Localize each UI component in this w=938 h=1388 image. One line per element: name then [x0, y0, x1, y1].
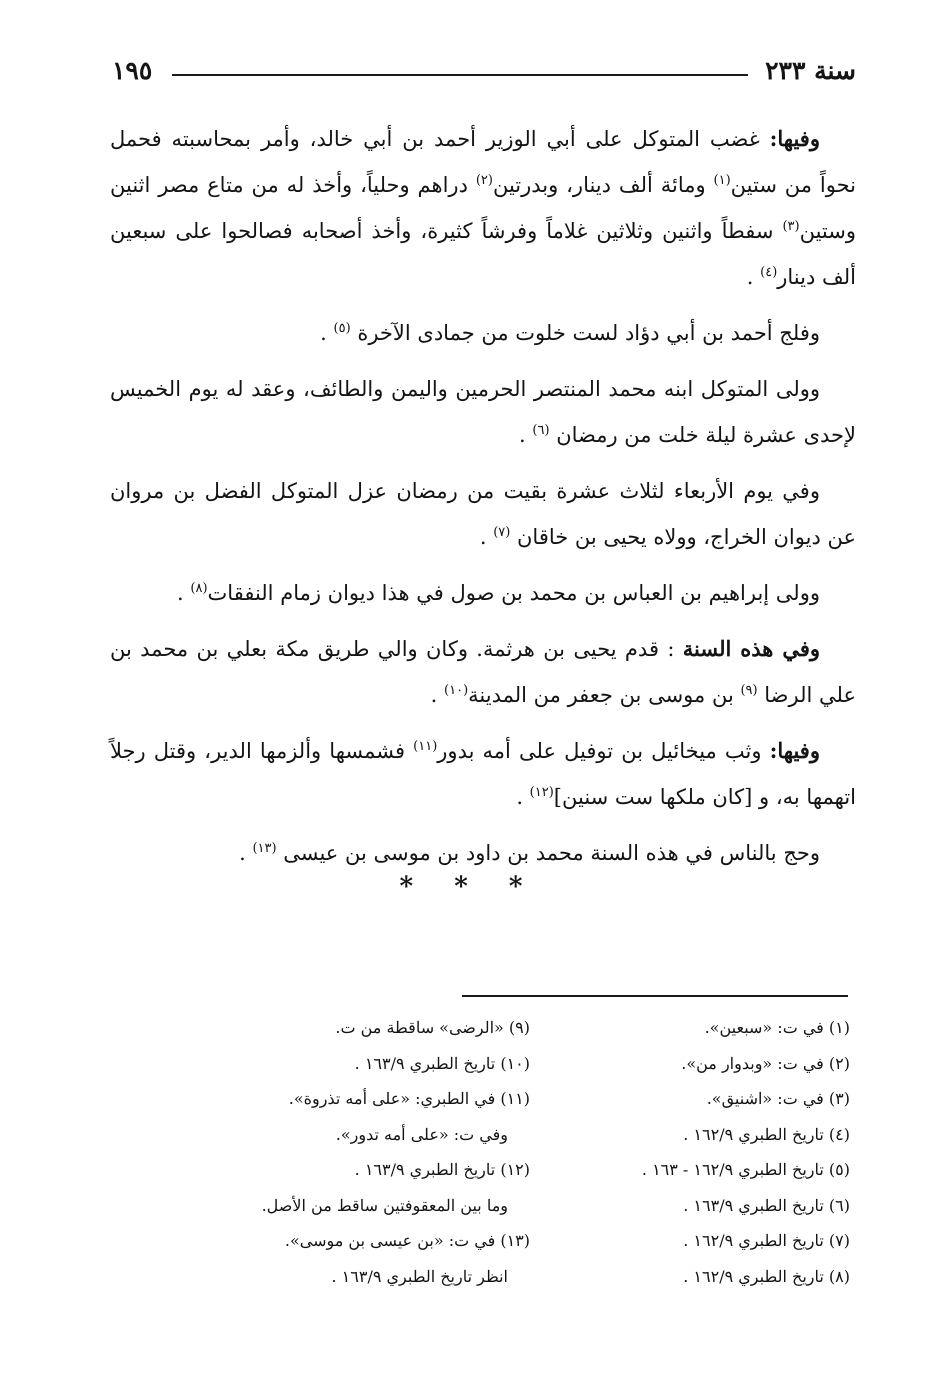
footnote-11: (١١) في الطبري: «على أمه تذروة». [288, 1089, 530, 1108]
paragraph-lead: وفيها: [769, 738, 820, 763]
paragraph-1 [110, 116, 856, 300]
footnote-ref: (١) [713, 173, 731, 188]
paragraph-text: . [516, 785, 530, 809]
paragraph-text: وثب ميخائيل بن توفيل على أمه بدور [437, 739, 770, 763]
paragraph-4 [110, 468, 856, 560]
footnote-13: (١٣) في ت: «بن عيسى بن موسى». [284, 1231, 530, 1250]
footnote-1: (١) في ت: «سبعين». [704, 1018, 850, 1037]
paragraph-text: وفي يوم الأربعاء لثلاث عشرة بقيت من رمضان عزل المتوكل الفضل بن مروان عن ديوان الخراج، وولاه يحيى بن خاقان [110, 479, 856, 549]
footnote-8: (٨) تاريخ الطبري ١٦٢/٩ . [683, 1266, 850, 1286]
footnote-6: (٦) تاريخ الطبري ١٦٣/٩ . [683, 1195, 850, 1215]
page-number: ١٩٥ [112, 56, 153, 85]
footnote-ref: (٧) [493, 525, 511, 540]
footnotes-column-right [540, 1010, 850, 1294]
paragraph-6 [110, 626, 856, 718]
footnote-ref: (٤) [760, 265, 778, 280]
footnote-13-continuation: انظر تاريخ الطبري ١٦٣/٩ . [331, 1266, 508, 1286]
footnote-ref: (٨) [190, 581, 208, 596]
footnote-ref: (١٢) [529, 785, 554, 800]
paragraph-lead: وفي هذه السنة [682, 636, 821, 661]
footnote-ref: (٩) [740, 683, 758, 698]
footnote-2: (٢) في ت: «وبدوار من». [681, 1053, 850, 1073]
paragraph-2 [110, 310, 856, 356]
paragraph-text: ومائة ألف دينار، وبدرتين [492, 173, 714, 197]
paragraph-text: . [320, 321, 334, 345]
footnote-ref: (٣) [782, 219, 800, 234]
paragraph-text: بن موسى بن جعفر من المدينة [468, 683, 741, 707]
paragraph-text: وولى إبراهيم بن العباس بن محمد بن صول في هذا ديوان زمام النفقات [207, 581, 820, 605]
footnote-ref: (١٣) [252, 841, 277, 856]
footnote-rule [462, 995, 848, 997]
footnote-4: (٤) تاريخ الطبري ١٦٢/٩ . [683, 1124, 850, 1144]
paragraph-text: . [479, 525, 494, 549]
paragraph-text: غضب المتوكل على أبي الوزير أحمد بن أبي خالد، وأمر بمحاسبته فحمل نحواً من ستين [110, 127, 856, 197]
paragraph-text: . [177, 581, 191, 605]
paragraph-text: : قدم يحيى بن هرثمة. وكان والي طريق مكة بعلي بن محمد بن علي الرضا [110, 637, 856, 707]
footnote-3: (٣) في ت: «اشنيق». [706, 1089, 850, 1108]
footnote-ref: (١١) [413, 739, 438, 754]
paragraph-text: وفلج أحمد بن أبي دؤاد لست خلوت من جمادى الآخرة [350, 321, 820, 345]
running-header [112, 54, 856, 94]
paragraph-3 [110, 366, 856, 458]
footnote-7: (٧) تاريخ الطبري ١٦٢/٩ . [683, 1231, 850, 1250]
footnotes-column-left [190, 1010, 530, 1294]
header-rule [172, 74, 748, 76]
running-title: سنة ٢٣٣ [765, 56, 856, 85]
paragraph-text: دراهم وحلياً، وأخذ له من متاع مصر اثنين وستين [110, 173, 856, 243]
paragraph-text: . [746, 265, 761, 289]
paragraph-text: وحج بالناس في هذه السنة محمد بن داود بن موسى بن عيسى [276, 841, 820, 865]
footnote-9: (٩) «الرضى» ساقطة من ت. [335, 1018, 530, 1037]
footnote-12: (١٢) تاريخ الطبري ١٦٣/٩ . [354, 1160, 530, 1179]
footnote-ref: (٥) [333, 321, 351, 336]
footnote-ref: (١٠) [444, 683, 469, 698]
footnote-10: (١٠) تاريخ الطبري ١٦٣/٩ . [354, 1053, 530, 1073]
paragraph-text: . [239, 841, 253, 865]
footnote-11-continuation: وفي ت: «على أمه تدور». [335, 1124, 508, 1144]
footnote-5: (٥) تاريخ الطبري ١٦٢/٩ - ١٦٣ . [641, 1160, 850, 1179]
section-separator-stars: * * * [399, 872, 539, 902]
paragraph-text: سفطاً واثنين وثلاثين غلاماً وفرشاً كثيرة، وأخذ أصحابه فصالحوا على سبعين ألف دينار [110, 219, 856, 289]
footnote-ref: (٦) [532, 423, 550, 438]
paragraph-8 [110, 830, 856, 876]
paragraph-text: وولى المتوكل ابنه محمد المنتصر الحرمين واليمن والطائف، وعقد له يوم الخميس لإحدى عشرة ليلة خلت من رمضان [110, 377, 856, 447]
paragraph-7 [110, 728, 856, 820]
paragraph-text: . [430, 683, 445, 707]
main-text [110, 116, 856, 886]
paragraph-text: . [519, 423, 533, 447]
paragraph-lead: وفيها: [769, 126, 820, 151]
paragraph-text: فشمسها وألزمها الدير، وقتل رجلاً اتهمها به، و [كان ملكها ست سنين] [110, 739, 856, 809]
footnote-ref: (٢) [475, 173, 493, 188]
paragraph-5 [110, 570, 856, 616]
footnote-12-continuation: وما بين المعقوفتين ساقط من الأصل. [261, 1195, 508, 1215]
